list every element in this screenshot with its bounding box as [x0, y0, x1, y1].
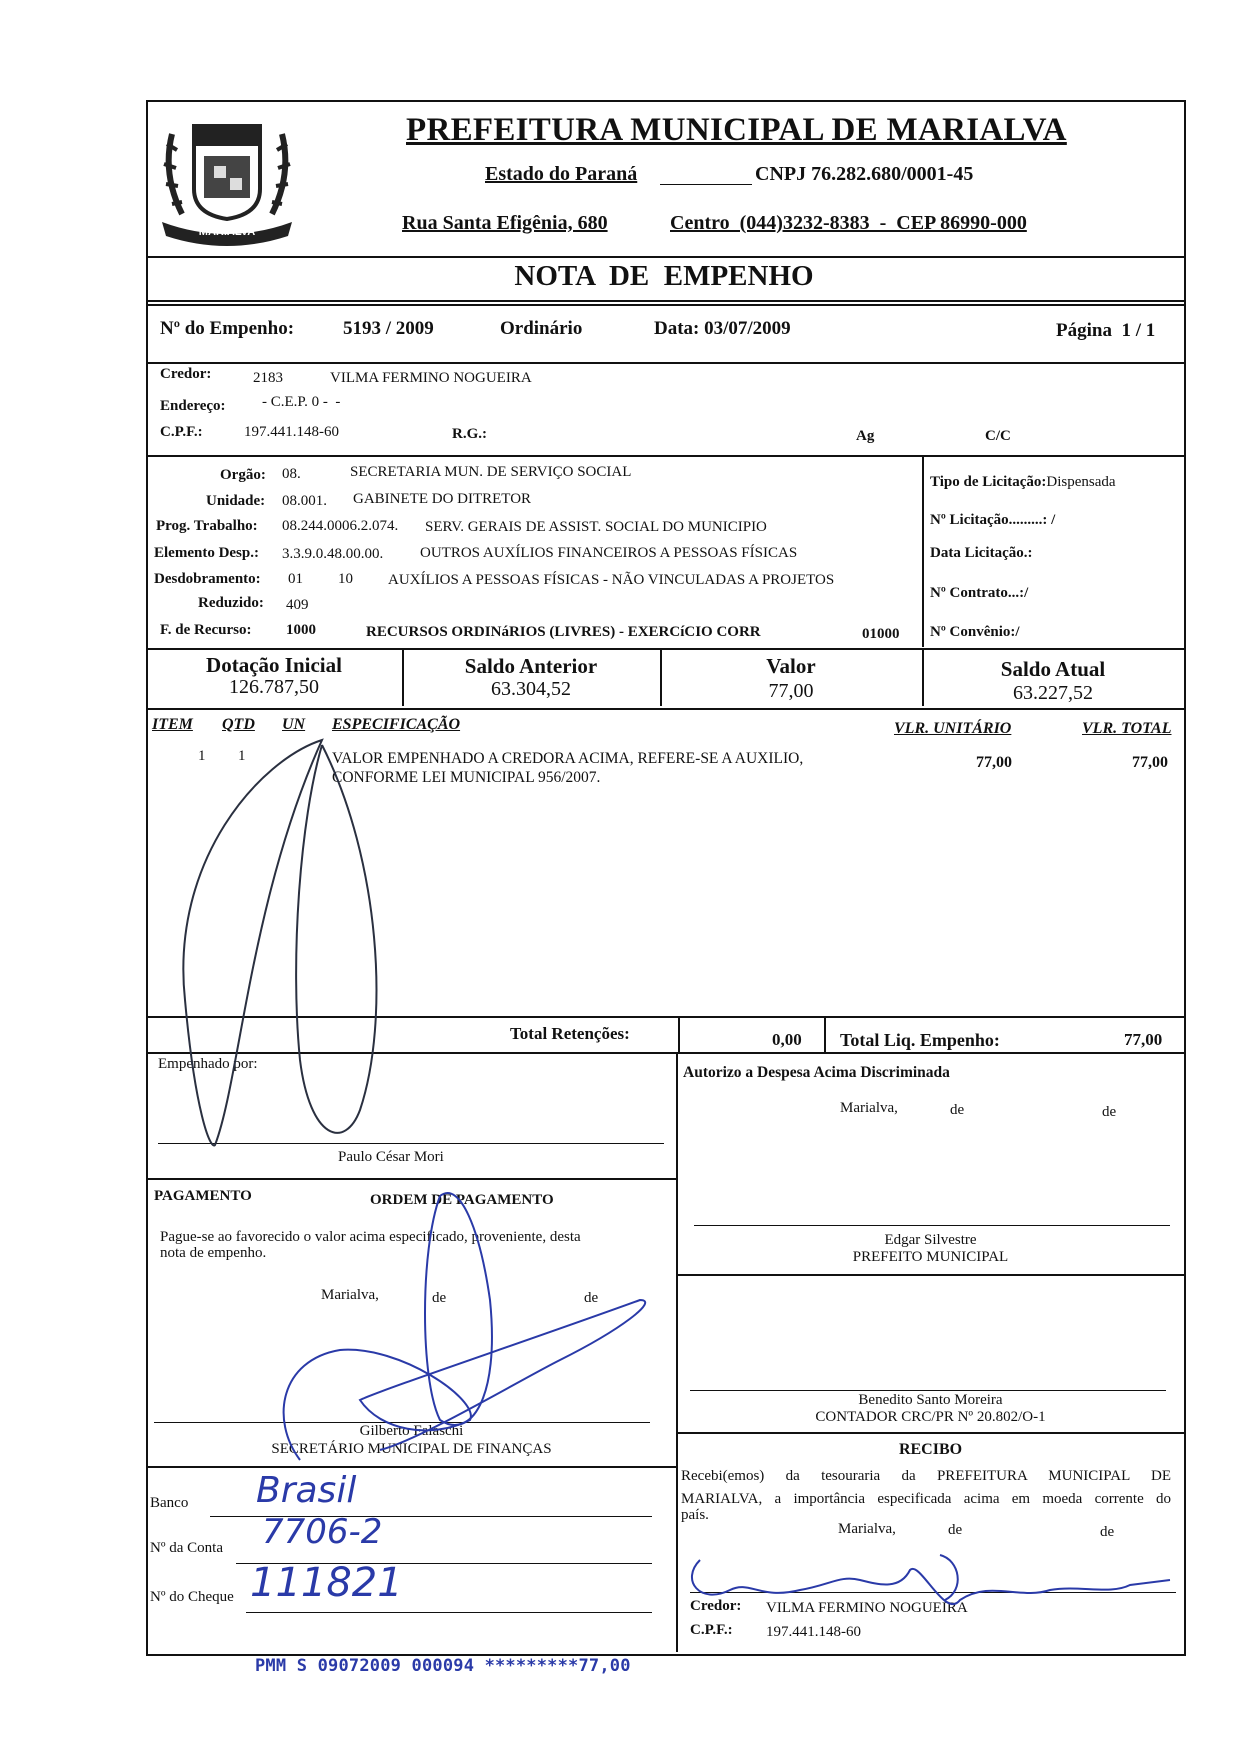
- autorizo-city: Marialva,: [840, 1100, 898, 1116]
- prog-name: SERV. GERAIS DE ASSIST. SOCIAL DO MUNICIPIO: [425, 519, 767, 535]
- ag-label: Ag: [856, 428, 875, 444]
- banco-handwritten: Brasil: [256, 1470, 357, 1511]
- autorizo-label: Autorizo a Despesa Acima Discriminada: [683, 1064, 950, 1081]
- cheque-label: Nº do Cheque: [150, 1589, 234, 1605]
- recurso-name: RECURSOS ORDINáRIOS (LIVRES) - EXERCíCIO CORR: [366, 624, 761, 640]
- recibo-credor-name: VILMA FERMINO NOGUEIRA: [766, 1600, 968, 1616]
- ordem-pagamento-label: ORDEM DE PAGAMENTO: [370, 1192, 554, 1208]
- saldo-anterior-label: Saldo Anterior: [464, 654, 598, 678]
- item-description-line2: CONFORME LEI MUNICIPAL 956/2007.: [332, 769, 601, 786]
- credor-code: 2183: [253, 370, 283, 386]
- empenhado-label: Empenhado por:: [158, 1056, 258, 1072]
- col-item: ITEM: [152, 716, 193, 733]
- recibo-de2: de: [1100, 1524, 1115, 1540]
- item-number: 1: [198, 748, 206, 764]
- desdobramento-label: Desdobramento:: [154, 571, 261, 587]
- recurso-code2: 01000: [862, 626, 900, 642]
- address-label: Rua Santa Efigênia, 680: [402, 212, 608, 234]
- recibo-city: Marialva,: [838, 1521, 896, 1537]
- credor-address: - C.E.P. 0 - -: [262, 394, 341, 410]
- cpf-label: C.P.F.:: [160, 424, 203, 440]
- rg-label: R.G.:: [452, 426, 487, 442]
- pagamento-label: PAGAMENTO: [154, 1188, 252, 1204]
- saldo-atual-label: Saldo Atual: [1000, 657, 1106, 681]
- recibo-credor-label: Credor:: [690, 1598, 742, 1614]
- prog-label: Prog. Trabalho:: [156, 518, 258, 534]
- empenho-type: Ordinário: [500, 318, 583, 339]
- empenho-label: Nº do Empenho:: [160, 318, 295, 339]
- recibo-cpf-label: C.P.F.:: [690, 1622, 733, 1638]
- empenho-number: 5193 / 2009: [343, 318, 434, 339]
- secretario-name: Gilberto Falaschi: [359, 1423, 464, 1439]
- dotacao-value: 126.787,50: [229, 676, 319, 698]
- desdobramento-code1: 01: [288, 571, 303, 587]
- unidade-name: GABINETE DO DITRETOR: [353, 491, 532, 507]
- prefeito-name: Edgar Silvestre: [884, 1232, 977, 1248]
- saldo-atual-value: 63.227,52: [1013, 682, 1093, 704]
- col-qtd: QTD: [222, 716, 255, 733]
- desdobramento-name: AUXÍLIOS A PESSOAS FÍSICAS - NÃO VINCULADAS A PROJETOS: [388, 572, 835, 588]
- contador-name: Benedito Santo Moreira: [858, 1392, 1003, 1408]
- orgao-label: Orgão:: [220, 467, 266, 483]
- validation-stamp: PMM S 09072009 000094 *********77,00: [255, 1656, 631, 1676]
- pagamento-de2: de: [584, 1290, 599, 1306]
- recibo-text-line1: Recebi(emos) da tesouraria da PREFEITURA MUNICIPAL DE: [681, 1468, 1171, 1484]
- secretario-title: SECRETÁRIO MUNICIPAL DE FINANÇAS: [271, 1441, 552, 1457]
- item-qtd: 1: [238, 748, 246, 764]
- retencoes-label: Total Retenções:: [510, 1024, 630, 1043]
- autorizo-de1: de: [950, 1102, 965, 1118]
- convenio-label: Nº Convênio:/: [930, 624, 1020, 640]
- reduzido-value: 409: [286, 597, 309, 613]
- pagamento-text-line1: Pague-se ao favorecido o valor acima especificado, proveniente, desta: [160, 1229, 581, 1245]
- recibo-cpf: 197.441.148-60: [766, 1624, 861, 1640]
- col-vlr-unitario: VLR. UNITÁRIO: [894, 720, 1012, 737]
- elemento-name: OUTROS AUXÍLIOS FINANCEIROS A PESSOAS FÍSICAS: [420, 545, 798, 561]
- item-vlr-unitario: 77,00: [976, 754, 1012, 771]
- pagamento-text-line2: nota de empenho.: [160, 1245, 267, 1261]
- liq-empenho-label: Total Liq. Empenho:: [840, 1030, 1000, 1050]
- orgao-code: 08.: [282, 466, 301, 482]
- recurso-label: F. de Recurso:: [160, 622, 252, 638]
- conta-handwritten: 7706-2: [262, 1512, 383, 1552]
- col-vlr-total: VLR. TOTAL: [1082, 720, 1172, 737]
- col-especificacao: ESPECIFICAÇÃO: [332, 716, 461, 733]
- credor-cpf: 197.441.148-60: [244, 424, 339, 440]
- licitacao-tipo-label: Tipo de Licitação:: [930, 474, 1047, 490]
- empenho-date: Data: 03/07/2009: [654, 318, 791, 339]
- elemento-code: 3.3.9.0.48.00.00.: [282, 546, 384, 562]
- seal-text: MARIALVA: [198, 226, 256, 238]
- state-label: Estado do Paraná: [485, 163, 638, 185]
- cnpj-label: CNPJ 76.282.680/0001-45: [755, 163, 974, 185]
- contador-title: CONTADOR CRC/PR Nº 20.802/O-1: [815, 1409, 1046, 1425]
- contrato-label: Nº Contrato...:/: [930, 585, 1029, 601]
- recurso-code: 1000: [286, 622, 316, 638]
- credor-name: VILMA FERMINO NOGUEIRA: [330, 370, 532, 386]
- page-title: PREFEITURA MUNICIPAL DE MARIALVA: [406, 112, 1067, 148]
- reduzido-label: Reduzido:: [198, 595, 264, 611]
- document-title: NOTA DE EMPENHO: [514, 260, 814, 292]
- dotacao-label: Dotação Inicial: [206, 653, 342, 677]
- recibo-text-line3: país.: [681, 1507, 709, 1523]
- contact-label: Centro (044)3232-8383 - CEP 86990-000: [670, 212, 1027, 234]
- empenhado-name: Paulo César Mori: [338, 1149, 444, 1165]
- col-un: UN: [282, 716, 306, 733]
- credor-label: Credor:: [160, 366, 212, 382]
- item-description-line1: VALOR EMPENHADO A CREDORA ACIMA, REFERE-SE A AUXILIO,: [332, 750, 804, 767]
- autorizo-de2: de: [1102, 1104, 1117, 1120]
- item-vlr-total: 77,00: [1132, 754, 1168, 771]
- saldo-anterior-value: 63.304,52: [491, 678, 571, 700]
- address-field-label: Endereço:: [160, 398, 226, 414]
- cc-label: C/C: [985, 428, 1011, 444]
- unidade-label: Unidade:: [206, 493, 266, 509]
- prog-code: 08.244.0006.2.074.: [282, 518, 399, 534]
- licitacao-tipo: Dispensada: [1046, 474, 1116, 490]
- retencoes-value: 0,00: [772, 1030, 802, 1049]
- cheque-handwritten: 111821: [250, 1560, 403, 1606]
- recibo-de1: de: [948, 1522, 963, 1538]
- elemento-label: Elemento Desp.:: [154, 545, 259, 561]
- orgao-name: SECRETARIA MUN. DE SERVIÇO SOCIAL: [350, 464, 632, 480]
- recibo-label: RECIBO: [898, 1441, 963, 1458]
- pagamento-city: Marialva,: [321, 1287, 379, 1303]
- licitacao-num-label: Nº Licitação.........: /: [930, 512, 1056, 528]
- desdobramento-code2: 10: [338, 571, 353, 587]
- prefeito-title: PREFEITO MUNICIPAL: [852, 1249, 1009, 1265]
- valor-value: 77,00: [768, 680, 814, 702]
- banco-label: Banco: [150, 1495, 189, 1511]
- liq-empenho-value: 77,00: [1124, 1030, 1163, 1049]
- recibo-text-line2: MARIALVA, a importância especificada acima em moeda corrente do: [681, 1491, 1171, 1507]
- licitacao-date-label: Data Licitação.:: [930, 545, 1033, 561]
- pagamento-de1: de: [432, 1290, 447, 1306]
- unidade-code: 08.001.: [282, 493, 327, 509]
- valor-label: Valor: [766, 654, 816, 678]
- page-number: Página 1 / 1: [1056, 320, 1156, 341]
- conta-label: Nº da Conta: [150, 1540, 223, 1556]
